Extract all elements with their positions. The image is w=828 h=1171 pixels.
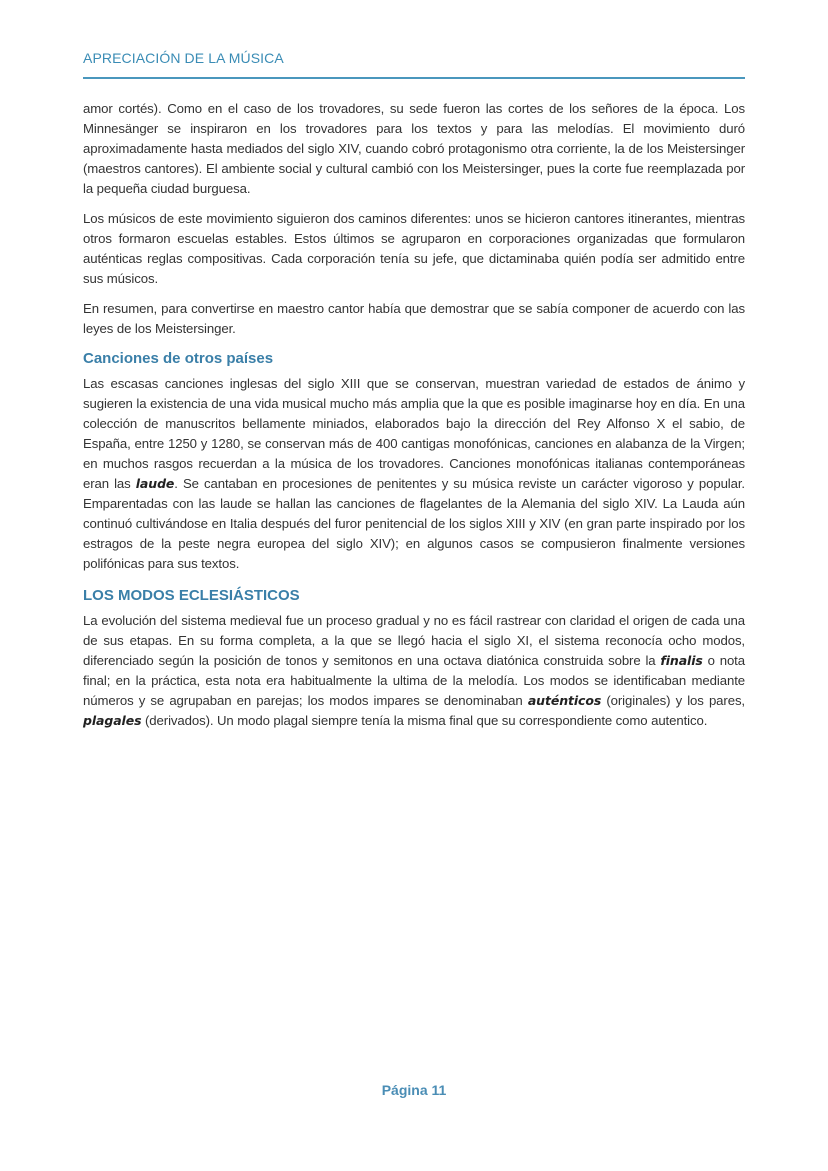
- text-run: . Se cantaban en procesiones de penitentes y su música reviste un carácter vigoroso y popular. Emparentadas con las laude se hallan las canciones de flagelantes de la Alemania del siglo XIV. La Lauda aún continuó cultivándose en Italia después del furor penitencial de los siglos XIII y XIV (en gran parte inspirado por los estragos de la peste negra europea del siglo XIV); en algunos casos se compusieron finalmente versiones polifónicas para sus textos.: [83, 476, 745, 571]
- page-number: Página 11: [381, 1082, 447, 1098]
- text-run: (originales) y los pares,: [601, 693, 746, 708]
- section-heading-canciones: Canciones de otros países: [83, 350, 274, 367]
- paragraph-resumen: En resumen, para convertirse en maestro cantor había que demostrar que se sabía componer de acuerdo con las leyes de los Meistersinger.: [83, 301, 745, 336]
- term-finalis: finalis: [660, 653, 703, 668]
- running-header: [83, 50, 745, 67]
- paragraph-modos: [83, 611, 745, 731]
- paragraph-musicos: Los músicos de este movimiento siguieron dos caminos diferentes: unos se hicieron cantores itinerantes, mientras otros formaron escuelas estables. Estos últimos se agruparon en corporaciones organizadas que formularon auténticas reglas compositivas. Cada corporación tenía su jefe, que dictaminaba quién podía ser admitido entre sus músicos.: [83, 211, 745, 286]
- page-body: [83, 99, 745, 741]
- header-divider: [83, 77, 745, 79]
- paragraph-minnesanger: amor cortés). Como en el caso de los trovadores, su sede fueron las cortes de los señores de la época. Los Minnesänger se inspiraron en los trovadores para los textos y para las melodías. El movimiento duró aproximadamente hasta mediados del siglo XIV, cuando cobró protagonismo otra corriente, la de los Meistersinger (maestros cantores). El ambiente social y cultural cambió con los Meistersinger, pues la corte fue reemplazada por la pequeña ciudad burguesa.: [83, 101, 745, 196]
- text-run: (derivados). Un modo plagal siempre tenía la misma final que su correspondiente como autentico.: [141, 713, 708, 728]
- text-run: La evolución del sistema medieval fue un proceso gradual y no es fácil rastrear con claridad el origen de cada una de sus etapas. En su forma completa, a la que se llegó hacia el siglo XI, el sistema reconocía ocho modos, diferenciado según la posición de tonos y semitonos en una octava diatónica construida sobre la: [83, 613, 745, 668]
- header-title: APRECIACIÓN DE LA MÚSICA: [83, 50, 284, 66]
- term-laude: laude: [135, 476, 175, 491]
- term-autenticos: auténticos: [527, 693, 602, 708]
- term-plagales: plagales: [83, 713, 142, 728]
- text-run: o nota final; en la práctica, esta nota era habitualmente la ultima de la melodía. Los modos se identificaban mediante números y se agrupaban en parejas; los modos impares se denominaban: [83, 653, 745, 708]
- section-heading-modos: LOS MODOS ECLESIÁSTICOS: [83, 587, 300, 604]
- text-run: Las escasas canciones inglesas del siglo XIII que se conservan, muestran variedad de estados de ánimo y sugieren la existencia de una vida musical mucho más amplia que la que es posible imaginarse hoy en día. En una colección de manuscritos bellamente miniados, elaborados bajo la dirección del Rey Alfonso X el sabio, de España, entre 1250 y 1280, se conservan más de 400 cantigas monofónicas, canciones en alabanza de la Virgen; en muchos rasgos recuerdan a la música de los trovadores. Canciones monofónicas italianas contemporáneas eran las: [83, 376, 745, 491]
- paragraph-canciones: [83, 374, 745, 574]
